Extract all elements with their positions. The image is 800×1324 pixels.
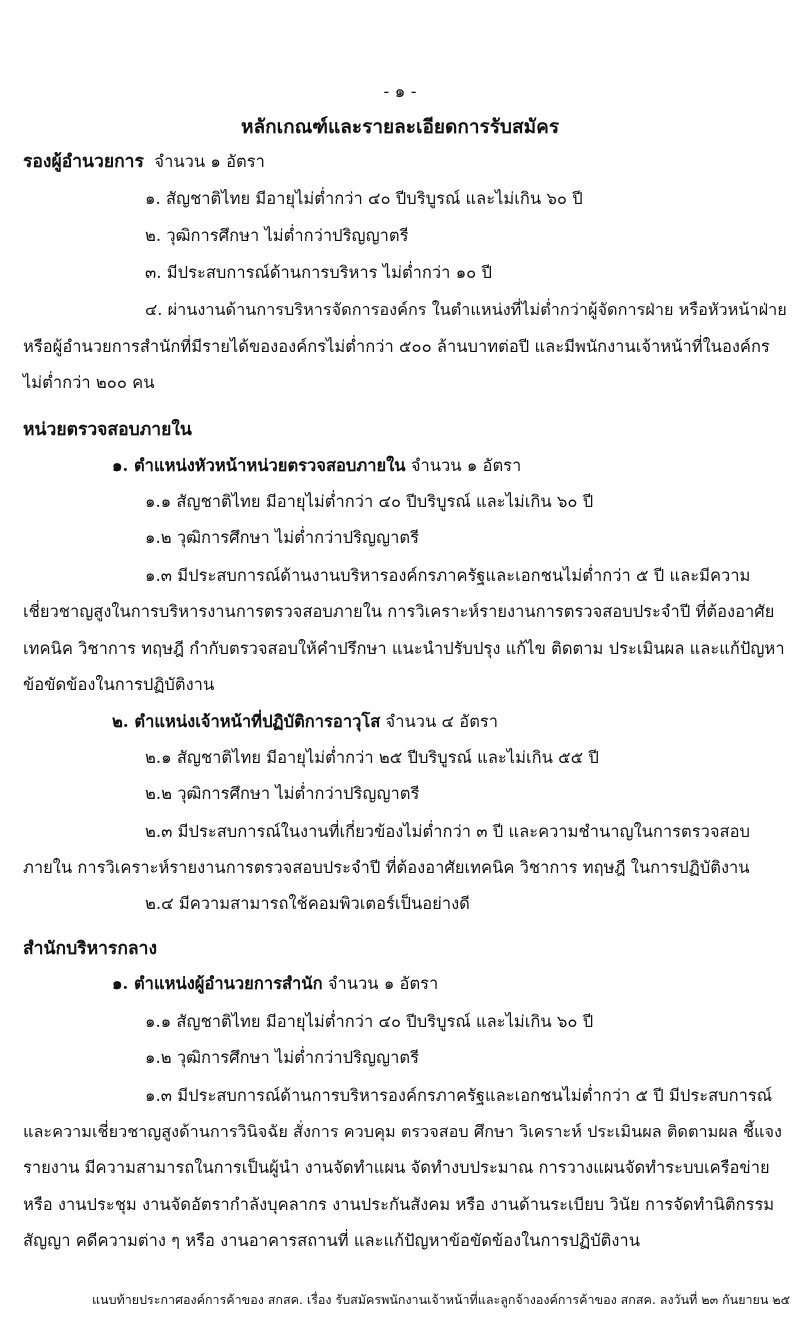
list-item-continuation: และความเชี่ยวชาญสูงด้านการวินิจฉัย สั่งการ ควบคุม ตรวจสอบ ศึกษา วิเคราะห์ ประเมินผล ติดตามผล ชี้แจง [23, 1122, 782, 1141]
list-item: ๑.๑ สัญชาติไทย มีอายุไม่ต่ำกว่า ๔๐ ปีบริบูรณ์ และไม่เกิน ๖๐ ปี [145, 1012, 594, 1031]
list-item: ๓. มีประสบการณ์ด้านการบริหาร ไม่ต่ำกว่า ๑๐ ปี [145, 263, 492, 282]
position-heading [112, 972, 438, 996]
section-heading-deputy-director [23, 150, 265, 174]
list-item-continuation: ภายใน การวิเคราะห์รายงานการตรวจสอบประจำปี ที่ต้องอาศัยเทคนิค วิชาการ ทฤษฎี ในการปฏิบัติงาน [23, 858, 750, 877]
position-heading [112, 454, 521, 478]
list-item-continuation: สัญญา คดีความต่าง ๆ หรือ งานอาคารสถานที่ และแก้ปัญหาข้อขัดข้องในการปฏิบัติงาน [23, 1231, 640, 1250]
list-item-continuation: ข้อขัดข้องในการปฏิบัติงาน [23, 675, 215, 694]
position-count: จำนวน ๑ อัตรา [327, 974, 439, 993]
position-title: ๑. ตำแหน่งหัวหน้าหน่วยตรวจสอบภายใน [112, 456, 406, 475]
footer-note: แนบท้ายประกาศองค์การค้าของ สกสค. เรื่อง รับสมัครพนักงานเจ้าหน้าที่และลูกจ้างองค์การค้าของ สกสค. ลงวันที่ ๒๓ กันยายน ๒๕ [92, 1292, 791, 1307]
list-item-continuation: ไม่ต่ำกว่า ๒๐๐ คน [23, 373, 155, 392]
section-heading-internal-audit: หน่วยตรวจสอบภายใน [23, 420, 192, 440]
position-heading [112, 710, 498, 734]
list-item: ๑.๓ มีประสบการณ์ด้านงานบริหารองค์กรภาครัฐและเอกชนไม่ต่ำกว่า ๕ ปี และมีความ [145, 566, 751, 585]
position-title: ๒. ตำแหน่งเจ้าหน้าที่ปฏิบัติการอาวุโส [112, 712, 381, 731]
position-count: จำนวน ๑ อัตรา [410, 456, 522, 475]
list-item-continuation: เทคนิค วิชาการ ทฤษฎี กำกับตรวจสอบให้คำปรึกษา แนะนำปรับปรุง แก้ไข ติดตาม ประเมินผล และแก้ปัญหา [23, 639, 785, 658]
position-count: จำนวน ๑ อัตรา [154, 152, 265, 171]
list-item-continuation: รายงาน มีความสามารถในการเป็นผู้นำ งานจัดทำแผน จัดทำงบประมาณ การวางแผนจัดทำระบบเครือข่าย [23, 1158, 770, 1177]
list-item: ๔. ผ่านงานด้านการบริหารจัดการองค์กร ในตำแหน่งที่ไม่ต่ำกว่าผู้จัดการฝ่าย หรือหัวหน้าฝ่าย [145, 300, 787, 319]
list-item: ๑.๑ สัญชาติไทย มีอายุไม่ต่ำกว่า ๔๐ ปีบริบูรณ์ และไม่เกิน ๖๐ ปี [145, 492, 594, 511]
list-item: ๒.๑ สัญชาติไทย มีอายุไม่ต่ำกว่า ๒๕ ปีบริบูรณ์ และไม่เกิน ๕๕ ปี [145, 748, 599, 767]
list-item: ๑.๓ มีประสบการณ์ด้านการบริหารองค์กรภาครัฐและเอกชนไม่ต่ำกว่า ๕ ปี มีประสบการณ์ [145, 1086, 773, 1105]
page-title: หลักเกณฑ์และรายละเอียดการรับสมัคร [240, 116, 560, 138]
list-item: ๒.๔ มีความสามารถใช้คอมพิวเตอร์เป็นอย่างดี [145, 894, 470, 913]
list-item: ๑. สัญชาติไทย มีอายุไม่ต่ำกว่า ๔๐ ปีบริบูรณ์ และไม่เกิน ๖๐ ปี [145, 189, 583, 208]
list-item-continuation: หรือผู้อำนวยการสำนักที่มีรายได้ขององค์กรไม่ต่ำกว่า ๕๐๐ ล้านบาทต่อปี และมีพนักงานเจ้าหน้าที่ในองค์กร [23, 337, 770, 356]
position-title: ๑. ตำแหน่งผู้อำนวยการสำนัก [112, 974, 323, 993]
list-item: ๒. วุฒิการศึกษา ไม่ต่ำกว่าปริญญาตรี [145, 226, 409, 245]
list-item-continuation: หรือ งานประชุม งานจัดอัตรากำลังบุคลากร งานประกันสังคม หรือ งานด้านระเบียบ วินัย การจัดทำนิติกรรม [23, 1195, 775, 1214]
list-item: ๒.๒ วุฒิการศึกษา ไม่ต่ำกว่าปริญญาตรี [145, 784, 420, 803]
section-heading-text: รองผู้อำนวยการ [23, 152, 144, 172]
page-number: - ๑ - [383, 82, 417, 102]
list-item-continuation: เชี่ยวชาญสูงในการบริหารงานการตรวจสอบภายใน การวิเคราะห์รายงานการตรวจสอบประจำปี ที่ต้องอาศัย [23, 602, 775, 621]
list-item: ๑.๒ วุฒิการศึกษา ไม่ต่ำกว่าปริญญาตรี [145, 1048, 419, 1067]
list-item: ๒.๓ มีประสบการณ์ในงานที่เกี่ยวข้องไม่ต่ำกว่า ๓ ปี และความชำนาญในการตรวจสอบ [145, 822, 751, 841]
section-heading-central-admin: สำนักบริหารกลาง [23, 939, 158, 959]
position-count: จำนวน ๔ อัตรา [385, 712, 499, 731]
list-item: ๑.๒ วุฒิการศึกษา ไม่ต่ำกว่าปริญญาตรี [145, 528, 419, 547]
